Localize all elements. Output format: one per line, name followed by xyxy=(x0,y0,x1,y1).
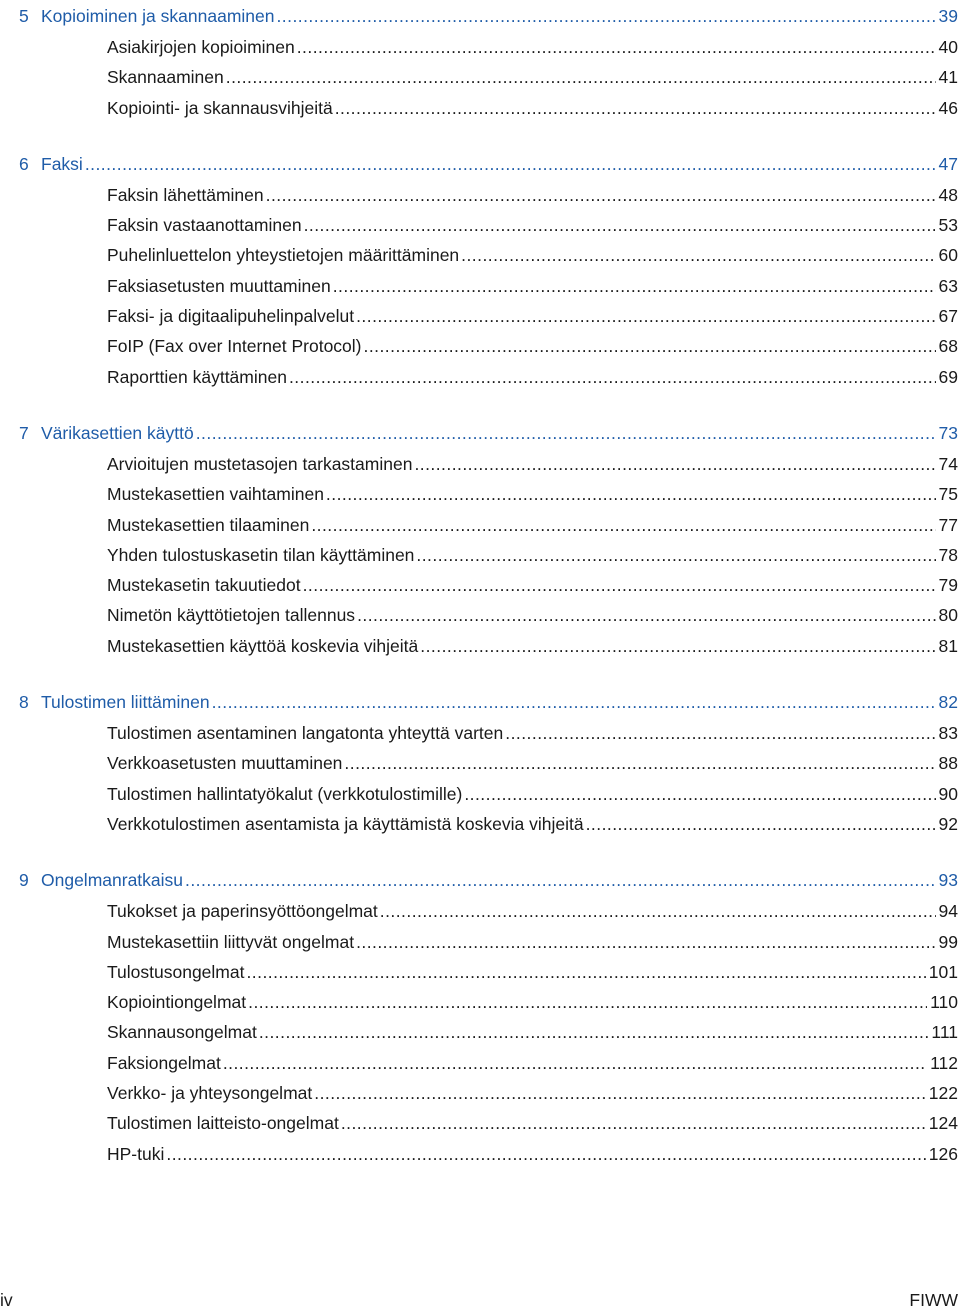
chapter-page-number: 82 xyxy=(938,692,958,713)
dot-leader xyxy=(356,301,935,331)
chapter-title: Värikasettien käyttö xyxy=(41,422,194,443)
section-title: Verkkoasetusten muuttaminen xyxy=(107,753,343,774)
section-title: Kopiointiongelmat xyxy=(107,992,247,1013)
toc-section-link[interactable] xyxy=(0,987,960,1017)
section-title: Verkko- ja yhteysongelmat xyxy=(107,1083,313,1104)
section-title: Arvioitujen mustetasojen tarkastaminen xyxy=(107,453,413,474)
section-page-number: 83 xyxy=(938,723,958,744)
toc-section-link[interactable] xyxy=(0,1108,960,1138)
toc-section-link[interactable] xyxy=(0,271,960,301)
section-page-number: 111 xyxy=(931,1022,958,1043)
section-title: Faksin vastaanottaminen xyxy=(107,215,302,236)
section-page-number: 122 xyxy=(928,1083,958,1104)
section-page-number: 99 xyxy=(938,931,958,952)
section-title: Puhelinluettelon yhteystietojen määrittäminen xyxy=(107,245,460,266)
section-title: Raporttien käyttäminen xyxy=(107,366,287,387)
dot-leader xyxy=(303,570,936,600)
dot-leader xyxy=(356,927,935,957)
dot-leader xyxy=(461,240,935,270)
chapter-title: Ongelmanratkaisu xyxy=(41,870,184,891)
section-page-number: 77 xyxy=(938,514,958,535)
dot-leader xyxy=(333,271,936,301)
section-title: FoIP (Fax over Internet Protocol) xyxy=(107,336,362,357)
dot-leader xyxy=(248,987,927,1017)
section-page-number: 41 xyxy=(938,67,958,88)
toc-section-link[interactable] xyxy=(0,896,960,926)
chapter-page-number: 93 xyxy=(938,870,958,891)
section-page-number: 81 xyxy=(938,635,958,656)
toc-section-link[interactable] xyxy=(0,1048,960,1078)
section-page-number: 79 xyxy=(938,575,958,596)
section-page-number: 48 xyxy=(938,184,958,205)
dot-leader xyxy=(341,1108,926,1138)
chapter-title: Kopioiminen ja skannaaminen xyxy=(41,6,275,26)
dot-leader xyxy=(85,148,936,180)
section-title: Tulostimen laitteisto-ongelmat xyxy=(107,1113,339,1134)
toc-chapter-link[interactable] xyxy=(0,417,960,449)
chapter-page-number: 73 xyxy=(938,422,958,443)
toc-section-link[interactable] xyxy=(0,449,960,479)
section-page-number: 126 xyxy=(928,1143,958,1164)
toc-section-link[interactable] xyxy=(0,510,960,540)
dot-leader xyxy=(185,864,936,896)
chapter-page-number: 39 xyxy=(938,6,958,26)
toc-section-link[interactable] xyxy=(0,631,960,661)
toc-section-link[interactable] xyxy=(0,479,960,509)
chapter-number: 6 xyxy=(19,153,29,174)
section-page-number: 69 xyxy=(938,366,958,387)
section-title: Mustekasettiin liittyvät ongelmat xyxy=(107,931,355,952)
toc-section-link[interactable] xyxy=(0,957,960,987)
section-page-number: 112 xyxy=(930,1052,958,1073)
section-title: Faksiongelmat xyxy=(107,1052,221,1073)
dot-leader xyxy=(276,0,935,32)
section-title: Tukokset ja paperinsyöttöongelmat xyxy=(107,901,378,922)
section-title: Skannausongelmat xyxy=(107,1022,257,1043)
toc-section-link[interactable] xyxy=(0,1139,960,1169)
toc-section-link[interactable] xyxy=(0,32,960,62)
section-title: HP-tuki xyxy=(107,1143,165,1164)
section-page-number: 46 xyxy=(938,97,958,118)
section-page-number: 90 xyxy=(938,783,958,804)
toc-section-link[interactable] xyxy=(0,93,960,123)
section-page-number: 67 xyxy=(938,306,958,327)
dot-leader xyxy=(304,210,936,240)
toc-section-link[interactable] xyxy=(0,718,960,748)
dot-leader xyxy=(266,180,936,210)
section-title: Faksi- ja digitaalipuhelinpalvelut xyxy=(107,306,355,327)
section-page-number: 124 xyxy=(928,1113,958,1134)
section-page-number: 110 xyxy=(930,992,958,1013)
toc-section-link[interactable] xyxy=(0,748,960,778)
chapter-number: 9 xyxy=(19,870,29,891)
section-page-number: 101 xyxy=(928,961,958,982)
dot-leader xyxy=(326,479,936,509)
toc-section-link[interactable] xyxy=(0,600,960,630)
dot-leader xyxy=(166,1139,925,1169)
toc-chapter-link[interactable] xyxy=(0,148,960,180)
section-page-number: 68 xyxy=(938,336,958,357)
section-title: Verkkotulostimen asentamista ja käyttämistä koskevia vihjeitä xyxy=(107,813,584,834)
toc-chapter-block xyxy=(0,148,960,392)
dot-leader xyxy=(357,600,935,630)
chapter-title: Tulostimen liittäminen xyxy=(41,692,210,713)
toc-chapter-block xyxy=(0,417,960,661)
section-title: Kopiointi- ja skannausvihjeitä xyxy=(107,97,333,118)
section-title: Faksiasetusten muuttaminen xyxy=(107,275,331,296)
dot-leader xyxy=(416,540,935,570)
toc-section-link[interactable] xyxy=(0,210,960,240)
toc-section-link[interactable] xyxy=(0,62,960,92)
toc-chapter-link[interactable] xyxy=(0,686,960,718)
toc-chapter-link[interactable] xyxy=(0,864,960,896)
section-title: Mustekasettien tilaaminen xyxy=(107,514,310,535)
dot-leader xyxy=(212,686,936,718)
dot-leader xyxy=(297,32,936,62)
section-page-number: 53 xyxy=(938,215,958,236)
section-title: Faksin lähettäminen xyxy=(107,184,264,205)
dot-leader xyxy=(505,718,935,748)
toc-section-link[interactable] xyxy=(0,540,960,570)
toc-section-link[interactable] xyxy=(0,301,960,331)
chapter-page-number: 47 xyxy=(938,153,958,174)
toc-section-link[interactable] xyxy=(0,927,960,957)
dot-leader xyxy=(314,1078,926,1108)
section-title: Mustekasettien vaihtaminen xyxy=(107,484,324,505)
chapter-number: 8 xyxy=(19,692,29,713)
dot-leader xyxy=(344,748,935,778)
dot-leader xyxy=(223,1048,927,1078)
section-title: Nimetön käyttötietojen tallennus xyxy=(107,605,356,626)
dot-leader xyxy=(380,896,936,926)
toc-section-link[interactable] xyxy=(0,362,960,392)
section-page-number: 94 xyxy=(938,901,958,922)
section-title: Skannaaminen xyxy=(107,67,224,88)
section-title: Yhden tulostuskasetin tilan käyttäminen xyxy=(107,544,415,565)
toc-section-link[interactable] xyxy=(0,1078,960,1108)
section-page-number: 40 xyxy=(938,37,958,57)
section-page-number: 74 xyxy=(938,453,958,474)
section-page-number: 92 xyxy=(938,813,958,834)
toc-section-link[interactable] xyxy=(0,570,960,600)
section-page-number: 78 xyxy=(938,544,958,565)
toc-section-link[interactable] xyxy=(0,331,960,361)
dot-leader xyxy=(196,417,936,449)
dot-leader xyxy=(246,957,925,987)
dot-leader xyxy=(226,62,936,92)
toc-chapter-block xyxy=(0,686,960,839)
dot-leader xyxy=(311,510,935,540)
toc-chapter-block xyxy=(0,0,960,123)
dot-leader xyxy=(464,779,935,809)
toc-section-link[interactable] xyxy=(0,779,960,809)
dot-leader xyxy=(364,331,936,361)
dot-leader xyxy=(259,1017,929,1047)
toc-section-link[interactable] xyxy=(0,1017,960,1047)
dot-leader xyxy=(420,631,935,661)
dot-leader xyxy=(335,93,936,123)
section-page-number: 63 xyxy=(938,275,958,296)
toc-chapter-link[interactable] xyxy=(0,0,960,32)
toc-section-link[interactable] xyxy=(0,809,960,839)
toc-section-link[interactable] xyxy=(0,180,960,210)
toc-chapter-block xyxy=(0,864,960,1169)
dot-leader xyxy=(414,449,935,479)
toc-section-link[interactable] xyxy=(0,240,960,270)
section-title: Asiakirjojen kopioiminen xyxy=(107,37,295,57)
section-page-number: 80 xyxy=(938,605,958,626)
chapter-title: Faksi xyxy=(41,153,83,174)
section-page-number: 88 xyxy=(938,753,958,774)
chapter-number: 5 xyxy=(19,6,29,26)
section-page-number: 60 xyxy=(938,245,958,266)
footer-page-number: iv xyxy=(0,1290,13,1310)
section-title: Mustekasetin takuutiedot xyxy=(107,575,301,596)
section-title: Tulostimen asentaminen langatonta yhteyttä varten xyxy=(107,723,504,744)
dot-leader xyxy=(289,362,936,392)
chapter-number: 7 xyxy=(19,422,29,443)
footer-locale: FIWW xyxy=(909,1290,958,1310)
section-title: Tulostusongelmat xyxy=(107,961,245,982)
dot-leader xyxy=(586,809,936,839)
section-title: Tulostimen hallintatyökalut (verkkotulostimille) xyxy=(107,783,463,804)
section-page-number: 75 xyxy=(938,484,958,505)
section-title: Mustekasettien käyttöä koskevia vihjeitä xyxy=(107,635,419,656)
